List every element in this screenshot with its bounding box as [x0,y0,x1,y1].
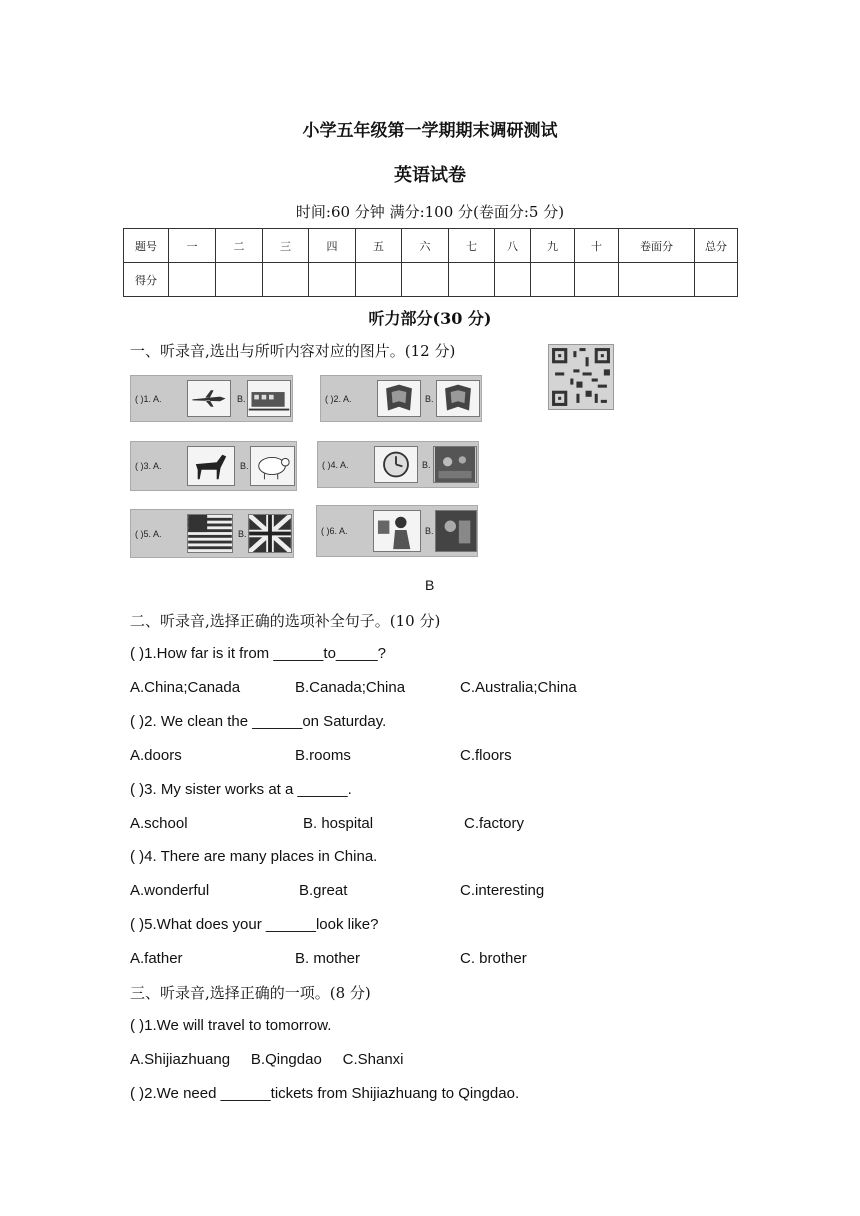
photo-icon[interactable] [435,510,477,552]
sheep-icon[interactable] [250,446,295,486]
part3-instruction: 三、听录音,选择正确的一项。(8 分) [130,984,371,1002]
option-a[interactable]: A.doors [130,747,182,764]
table-cell: 六 [402,229,449,263]
score-cell[interactable] [531,263,575,297]
score-cell[interactable] [263,263,309,297]
option-b[interactable]: B. hospital [303,815,374,832]
airplane-icon[interactable] [187,380,231,417]
table-cell: 七 [449,229,495,263]
table-cell: 十 [575,229,619,263]
question-1-options[interactable]: A.Shijiazhuang B.Qingdao C.Shanxi [130,1051,404,1068]
option-c[interactable]: C.interesting [460,882,545,899]
table-cell: 二 [216,229,263,263]
table-cell: 四 [309,229,356,263]
option-c[interactable]: C.Australia;China [460,679,577,696]
option-b-label: B. [425,393,434,404]
option-a[interactable]: A.China;Canada [130,679,241,696]
option-a[interactable]: A.school [130,815,188,832]
score-cell[interactable] [695,263,738,297]
usa-flag-icon[interactable] [187,514,233,553]
question-3: ( )3. My sister works at a ______. [130,781,352,798]
score-cell[interactable] [619,263,695,297]
table-cell: 卷面分 [619,229,695,263]
question-1: ( )1.How far is it from ______to_____? [130,645,386,662]
option-b-label: B. [422,459,431,470]
table-cell: 三 [263,229,309,263]
score-table-header-row [124,229,738,263]
picture-item-2 [320,375,482,422]
option-a[interactable]: A.father [130,950,183,967]
item-number: ( )6. A. [321,526,348,536]
qr-code-icon [548,344,614,410]
horse-icon[interactable] [187,446,235,486]
option-b[interactable]: B.great [299,882,348,899]
table-cell: 五 [356,229,402,263]
item-number: ( )4. A. [322,459,349,470]
question-2: ( )2.We need ______tickets from Shijiazhuang to Qingdao. [130,1085,520,1102]
score-cell[interactable] [449,263,495,297]
exam-title: 小学五年级第一学期期末调研测试 [302,121,558,141]
exam-subtitle: 英语试卷 [394,165,466,186]
score-cell[interactable] [356,263,402,297]
photo-icon[interactable] [433,446,477,483]
clock-icon[interactable] [374,446,418,483]
table-cell: 得分 [124,263,169,297]
uk-flag-icon[interactable] [248,514,292,553]
score-table [123,228,738,297]
table-cell: 总分 [695,229,738,263]
score-table-score-row [124,263,738,297]
score-cell[interactable] [495,263,531,297]
score-cell[interactable] [575,263,619,297]
score-cell[interactable] [309,263,356,297]
picture-item-1 [130,375,293,422]
part1-instruction: 一、听录音,选出与所听内容对应的图片。(12 分) [130,342,456,360]
option-b-label: B. [240,461,249,471]
table-cell: 八 [495,229,531,263]
question-4: ( )4. There are many places in China. [130,848,378,865]
item-number: ( )1. A. [135,393,162,404]
option-b[interactable]: B.Canada;China [295,679,406,696]
option-b-label: B. [238,528,247,539]
item-number: ( )5. A. [135,528,162,539]
train-icon[interactable] [247,380,291,417]
option-b[interactable]: B. mother [295,950,361,967]
woman-icon[interactable] [373,510,421,552]
item-number: ( )2. A. [325,393,352,404]
option-c[interactable]: C.factory [464,815,525,832]
score-cell[interactable] [216,263,263,297]
table-cell: 九 [531,229,575,263]
part2-instruction: 二、听录音,选择正确的选项补全句子。(10 分) [130,612,441,630]
listening-heading: 听力部分(30 分) [368,309,492,328]
option-a[interactable]: A.wonderful [130,882,210,899]
question-1: ( )1.We will travel to tomorrow. [130,1017,332,1034]
score-cell[interactable] [402,263,449,297]
table-cell: 题号 [124,229,169,263]
picture-item-3 [130,441,297,491]
picture-item-4 [317,441,479,488]
picture-item-5 [130,509,294,558]
question-5: ( )5.What does your ______look like? [130,916,379,933]
stray-label: B [425,577,435,593]
option-b[interactable]: B.rooms [295,747,351,764]
exam-meta: 时间:60 分钟 满分:100 分(卷面分:5 分) [295,203,565,221]
picture-item-6 [316,505,478,557]
table-cell: 一 [169,229,216,263]
option-b-label: B. [425,526,434,536]
book-icon[interactable] [436,380,480,417]
option-c[interactable]: C.floors [460,747,512,764]
book-icon[interactable] [377,380,421,417]
option-b-label: B. [237,393,246,404]
score-cell[interactable] [169,263,216,297]
item-number: ( )3. A. [135,461,162,471]
question-2: ( )2. We clean the ______on Saturday. [130,713,387,730]
option-c[interactable]: C. brother [460,950,527,967]
